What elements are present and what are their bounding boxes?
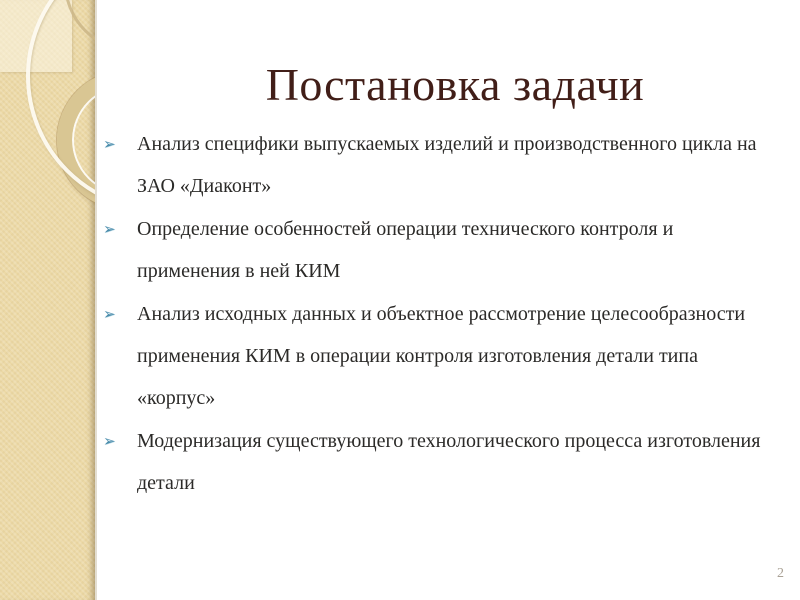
bullet-line: Анализ специфики выпускаемых изделий и производственного цикла на <box>137 133 757 155</box>
bullet-line: ЗАО «Диаконт» <box>137 175 272 198</box>
bullet-line: «корпус» <box>137 387 216 410</box>
bullet-line: применения КИМ в операции контроля изготовления детали типа <box>137 345 698 368</box>
bullet-item <box>103 208 775 293</box>
bullet-line: Анализ исходных данных и объектное рассмотрение целесообразности <box>137 302 746 325</box>
bullet-line: детали <box>137 472 195 495</box>
bullet-line: Определение особенностей операции технического контроля и <box>137 217 674 240</box>
arrow-bullet-icon: ➢ <box>103 135 116 153</box>
slide-title: Постановка задачи <box>265 59 645 110</box>
decorative-sidebar <box>0 0 97 600</box>
arrow-bullet-icon: ➢ <box>103 431 116 450</box>
arrow-bullet-icon: ➢ <box>103 219 116 238</box>
bullet-item <box>103 293 775 420</box>
bullet-line: Модернизация существующего технологического процесса изготовления <box>137 429 761 452</box>
bullet-item <box>103 420 775 505</box>
decor-white-ring <box>26 0 97 212</box>
bullet-line: применения в ней КИМ <box>137 260 341 283</box>
bullet-list <box>103 123 775 505</box>
page-number: 2 <box>777 566 784 581</box>
bullet-item <box>103 123 775 208</box>
arrow-bullet-icon: ➢ <box>103 304 116 323</box>
